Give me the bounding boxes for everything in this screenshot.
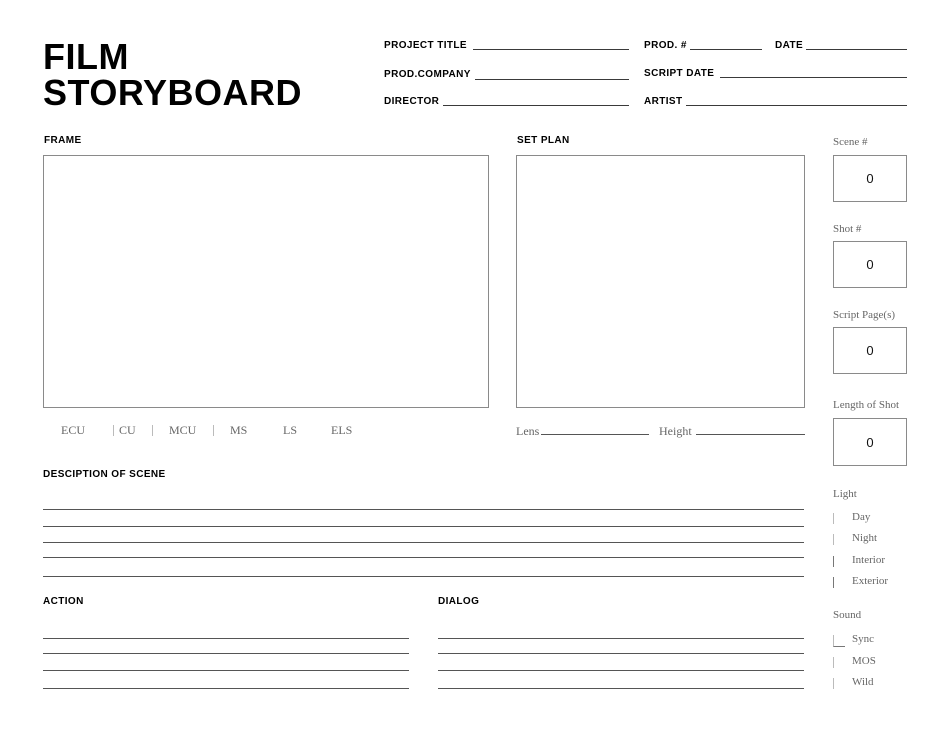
height-label: Height xyxy=(659,424,692,438)
script-date-field[interactable] xyxy=(720,77,907,78)
shot-number-input[interactable]: 0 xyxy=(833,241,907,288)
light-day-checkbox[interactable] xyxy=(833,513,834,524)
sound-sync-label: Sync xyxy=(852,633,874,645)
description-line[interactable] xyxy=(43,557,804,558)
length-of-shot-input[interactable]: 0 xyxy=(833,418,907,466)
sound-mos-label: MOS xyxy=(852,655,876,667)
action-line[interactable] xyxy=(43,670,409,671)
light-day-label: Day xyxy=(852,511,871,523)
shot-type-checkbox[interactable] xyxy=(152,425,153,436)
shot-type-mcu[interactable]: MCU xyxy=(169,423,197,437)
dialog-line[interactable] xyxy=(438,638,804,639)
project-title-label: PROJECT TITLE xyxy=(384,40,467,51)
shot-type-ms[interactable]: MS xyxy=(230,423,248,437)
light-interior-checkbox[interactable] xyxy=(833,556,834,567)
sound-wild-checkbox[interactable] xyxy=(833,678,834,689)
prod-company-field[interactable] xyxy=(475,79,629,80)
scene-number-label: Scene # xyxy=(833,136,868,148)
date-field[interactable] xyxy=(806,49,907,50)
shot-type-checkbox[interactable] xyxy=(213,425,214,436)
shot-type-ls[interactable]: LS xyxy=(283,423,298,437)
title-storyboard: STORYBOARD xyxy=(43,72,303,113)
light-exterior-label: Exterior xyxy=(852,575,889,587)
description-line[interactable] xyxy=(43,509,804,510)
shot-type-ecu[interactable]: ECU xyxy=(61,423,85,437)
dialog-line[interactable] xyxy=(438,688,804,689)
action-line[interactable] xyxy=(43,653,409,654)
shot-type-els[interactable]: ELS xyxy=(331,423,353,437)
scene-number-input[interactable]: 0 xyxy=(833,155,907,202)
description-line[interactable] xyxy=(43,526,804,527)
action-label: ACTION xyxy=(43,596,84,607)
frame-box[interactable] xyxy=(43,155,489,408)
frame-label: FRAME xyxy=(44,135,82,146)
lens-label: Lens xyxy=(516,424,540,438)
dialog-line[interactable] xyxy=(438,670,804,671)
project-title-field[interactable] xyxy=(473,49,629,50)
dialog-label: DIALOG xyxy=(438,596,480,607)
light-night-label: Night xyxy=(852,532,878,544)
date-label: DATE xyxy=(775,40,804,51)
prod-company-label: PROD.COMPANY xyxy=(384,69,471,80)
director-field[interactable] xyxy=(443,105,629,106)
sound-mos-checkbox[interactable] xyxy=(833,657,834,668)
artist-label: ARTIST xyxy=(644,96,683,107)
shot-number-label: Shot # xyxy=(833,223,862,235)
sound-label: Sound xyxy=(833,609,862,621)
prod-number-label: PROD. # xyxy=(644,40,687,51)
description-line[interactable] xyxy=(43,542,804,543)
length-of-shot-label: Length of Shot xyxy=(833,399,899,411)
dialog-line[interactable] xyxy=(438,653,804,654)
title-film: FILM xyxy=(43,36,129,77)
description-label: DESCIPTION OF SCENE xyxy=(43,469,166,480)
sound-sync-checkbox[interactable] xyxy=(833,635,845,647)
description-line[interactable] xyxy=(43,576,804,577)
set-plan-label: SET PLAN xyxy=(517,135,570,146)
light-interior-label: Interior xyxy=(852,554,885,566)
artist-field[interactable] xyxy=(686,105,907,106)
light-night-checkbox[interactable] xyxy=(833,534,834,545)
sound-wild-label: Wild xyxy=(852,676,874,688)
director-label: DIRECTOR xyxy=(384,96,440,107)
set-plan-box[interactable] xyxy=(516,155,805,408)
script-pages-label: Script Page(s) xyxy=(833,309,896,321)
script-date-label: SCRIPT DATE xyxy=(644,68,715,79)
shot-type-cu[interactable]: CU xyxy=(119,423,136,437)
height-field[interactable] xyxy=(696,434,805,435)
script-pages-input[interactable]: 0 xyxy=(833,327,907,374)
shot-type-checkbox[interactable] xyxy=(113,425,114,436)
lens-field[interactable] xyxy=(541,434,649,435)
light-exterior-checkbox[interactable] xyxy=(833,577,834,588)
action-line[interactable] xyxy=(43,638,409,639)
action-line[interactable] xyxy=(43,688,409,689)
prod-number-field[interactable] xyxy=(690,49,762,50)
light-label: Light xyxy=(833,488,857,500)
